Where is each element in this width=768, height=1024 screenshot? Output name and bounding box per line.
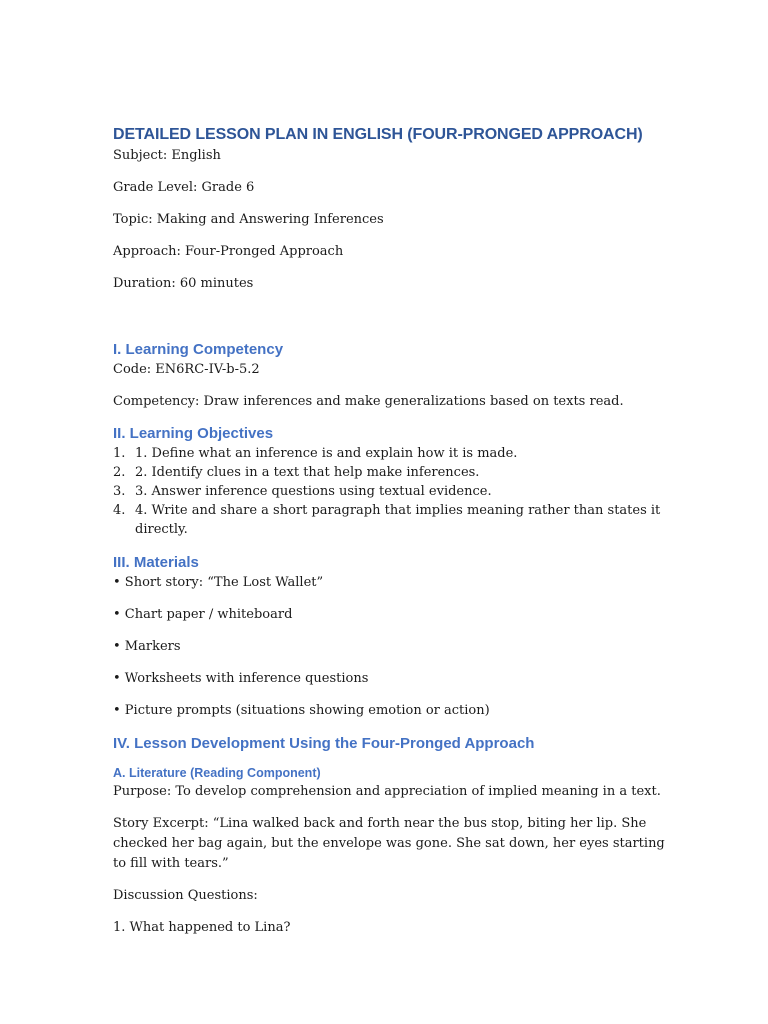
discussion-question: 1. What happened to Lina? bbox=[113, 920, 291, 935]
competency-text: Competency: Draw inferences and make generalizations based on texts read. bbox=[113, 394, 624, 409]
material-item: • Short story: “The Lost Wallet” bbox=[113, 575, 324, 590]
discussion-questions-label: Discussion Questions: bbox=[113, 888, 258, 903]
list-item bbox=[113, 463, 673, 482]
literature-purpose: Purpose: To develop comprehension and appreciation of implied meaning in a text. bbox=[113, 784, 661, 799]
section-learning-competency-heading: I. Learning Competency bbox=[113, 341, 284, 358]
list-item-text: 4. Write and share a short paragraph that implies meaning rather than states it directly. bbox=[135, 503, 661, 537]
material-item: • Chart paper / whiteboard bbox=[113, 607, 293, 622]
subsection-literature-heading: A. Literature (Reading Component) bbox=[113, 766, 321, 780]
list-item bbox=[113, 501, 673, 539]
list-item-text: 1. Define what an inference is and explain how it is made. bbox=[135, 446, 518, 461]
material-item: • Worksheets with inference questions bbox=[113, 671, 369, 686]
meta-topic: Topic: Making and Answering Inferences bbox=[113, 212, 384, 227]
list-item-number: 2. bbox=[113, 465, 126, 480]
section-learning-objectives-heading: II. Learning Objectives bbox=[113, 425, 274, 442]
meta-subject: Subject: English bbox=[113, 148, 221, 163]
section-materials-heading: III. Materials bbox=[113, 554, 199, 571]
objectives-list bbox=[113, 444, 673, 539]
document-page bbox=[113, 124, 673, 938]
material-item: • Markers bbox=[113, 639, 181, 654]
lesson-meta bbox=[113, 146, 673, 294]
list-item-number: 3. bbox=[113, 484, 126, 499]
list-item bbox=[113, 444, 673, 463]
list-item bbox=[113, 482, 673, 501]
list-item-number: 4. bbox=[113, 503, 126, 518]
list-item-text: 2. Identify clues in a text that help make inferences. bbox=[135, 465, 480, 480]
meta-grade-level: Grade Level: Grade 6 bbox=[113, 180, 255, 195]
material-item: • Picture prompts (situations showing emotion or action) bbox=[113, 703, 490, 718]
list-item-number: 1. bbox=[113, 446, 126, 461]
materials-list bbox=[113, 573, 673, 721]
section-lesson-development-heading: IV. Lesson Development Using the Four-Pronged Approach bbox=[113, 735, 535, 752]
list-item-text: 3. Answer inference questions using textual evidence. bbox=[135, 484, 492, 499]
story-excerpt: Story Excerpt: “Lina walked back and forth near the bus stop, biting her lip. She checked her bag again, but the envelope was gone. She sat down, her eyes starting to fill with tears.” bbox=[113, 816, 665, 871]
competency-code: Code: EN6RC-IV-b-5.2 bbox=[113, 362, 260, 377]
document-title: DETAILED LESSON PLAN IN ENGLISH (FOUR-PRONGED APPROACH) bbox=[113, 126, 643, 143]
meta-approach: Approach: Four-Pronged Approach bbox=[113, 244, 344, 259]
meta-duration: Duration: 60 minutes bbox=[113, 276, 254, 291]
